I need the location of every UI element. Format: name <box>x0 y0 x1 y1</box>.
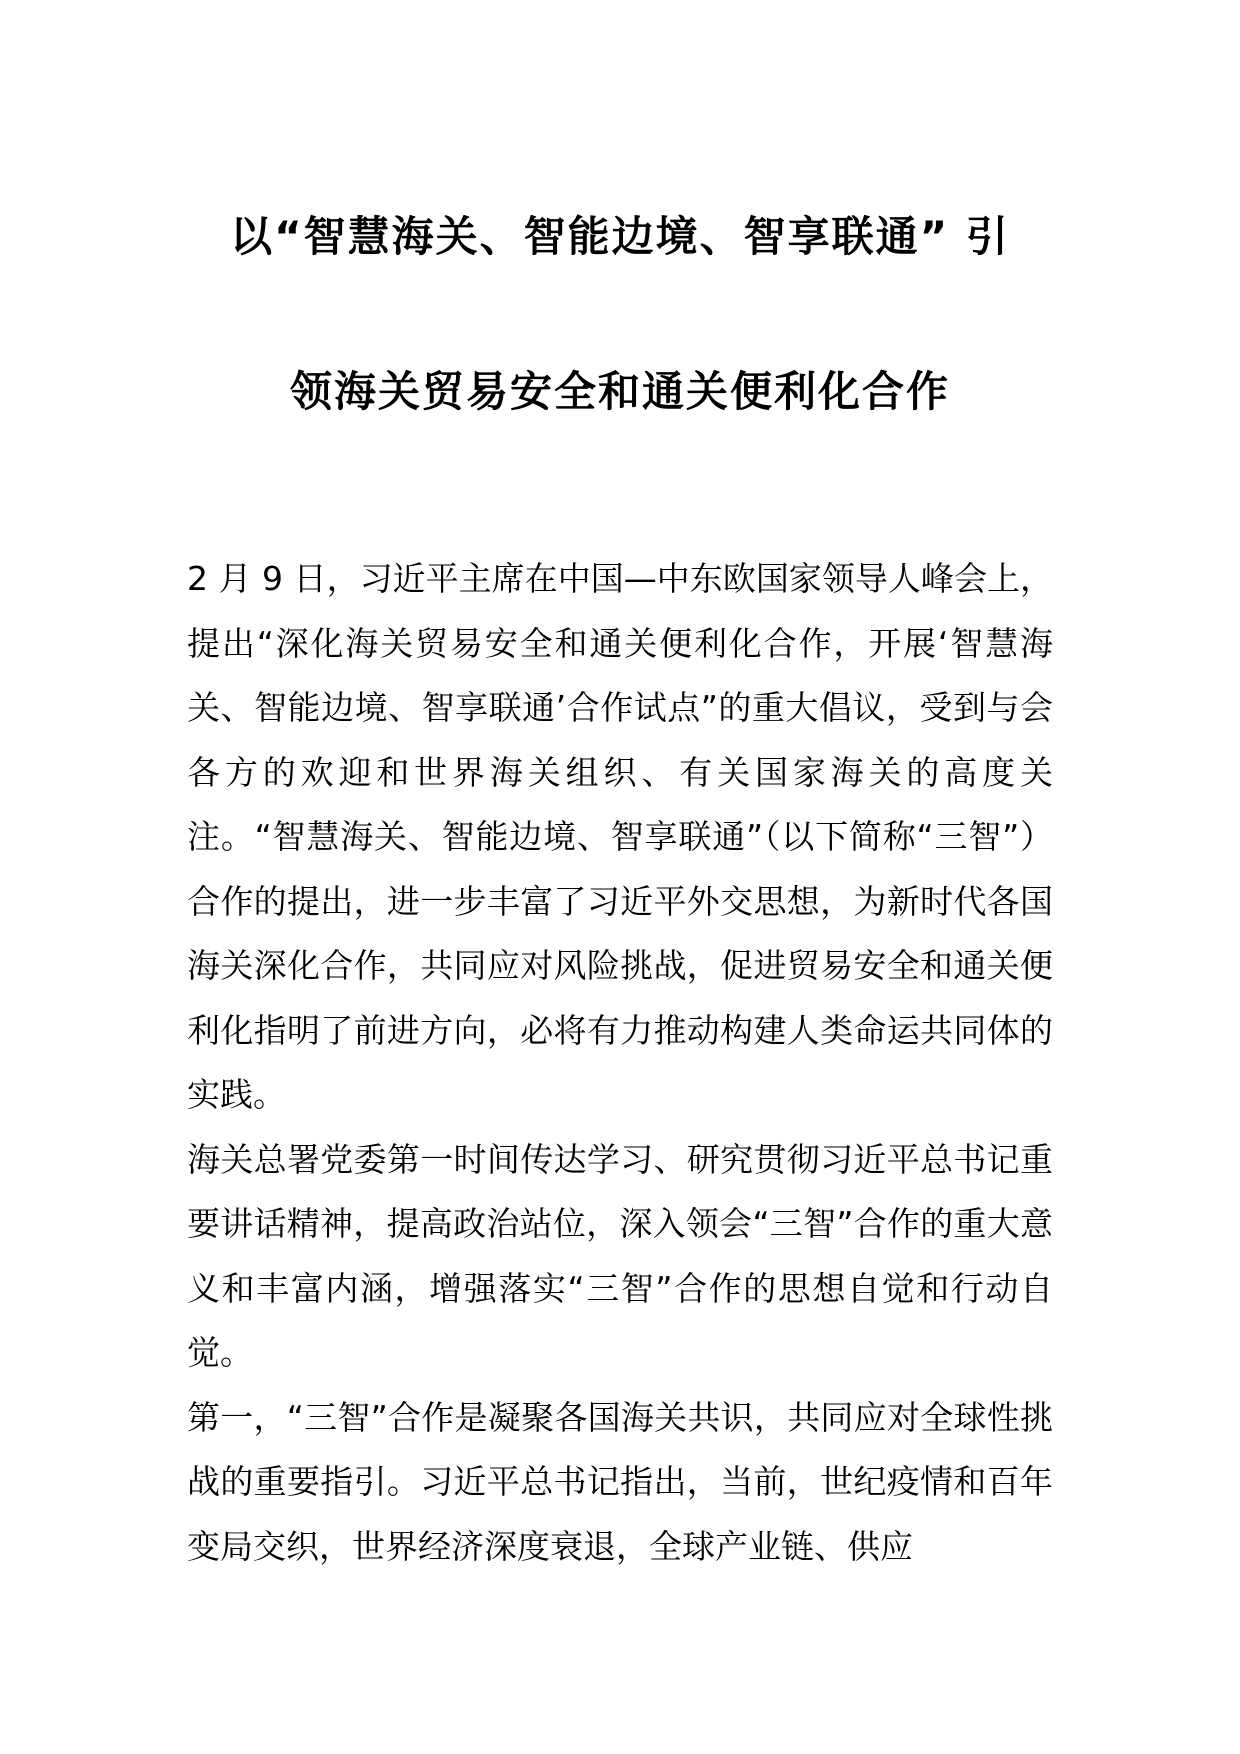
document-title-line-2: 领海关贸易安全和通关便利化合作 <box>289 367 950 416</box>
document-body <box>187 547 1053 1579</box>
document-title-line-1: 以“智慧海关、智能边境、智享联通” 引 <box>230 212 1010 261</box>
paragraph-1: 2 月 9 日，习近平主席在中国—中东欧国家领导人峰会上，提出“深化海关贸易安全和通关便利化合作，开展‘智慧海关、智能边境、智享联通’合作试点”的重大倡议，受到与会各方的欢迎和世界海关组织、有关国家海关的高度关注。“智慧海关、智能边境、智享联通”（以下简称“三智”）合作的提出，进一步丰富了习近平外交思想，为新时代各国海关深化合作，共同应对风险挑战，促进贸易安全和通关便利化指明了前进方向，必将有力推动构建人类命运共同体的实践。 <box>187 559 1053 1114</box>
paragraph-3: 第一，“三智”合作是凝聚各国海关共识，共同应对全球性挑战的重要指引。习近平总书记指出，当前，世纪疫情和百年变局交织，世界经济深度衰退，全球产业链、供应 <box>187 1397 1053 1566</box>
paragraph-2: 海关总署党委第一时间传达学习、研究贯彻习近平总书记重要讲话精神，提高政治站位，深入领会“三智”合作的重大意义和丰富内涵，增强落实“三智”合作的思想自觉和行动自觉。 <box>187 1139 1053 1372</box>
